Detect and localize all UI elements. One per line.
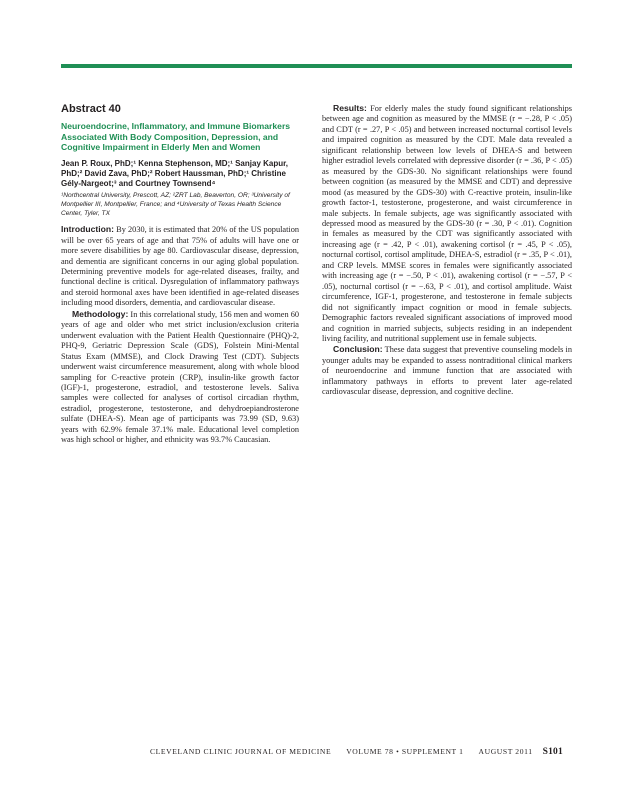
results-heading: Results:	[333, 103, 367, 113]
footer-date: AUGUST 2011	[478, 747, 533, 756]
results-paragraph	[322, 103, 572, 344]
methodology-paragraph	[61, 309, 299, 446]
conclusion-text: These data suggest that preventive counseling models in younger adults may be expanded to assess nontraditional clinical markers of neuroendocrine and immune function that are associated with inflammatory pathways in efforts to prevent later age-related cardiovascular disease, depression, and cognitive decline.	[322, 345, 572, 397]
conclusion-paragraph	[322, 344, 572, 397]
affiliations: ¹Northcentral University, Prescott, AZ; ²ZRT Lab, Beaverton, OR; ³University of Montpellier III, Montpellier, France; and ⁴University of Texas Health Science Center, Tyler, TX	[61, 192, 290, 217]
introduction-heading: Introduction:	[61, 224, 114, 235]
left-column	[61, 103, 299, 446]
header-rule	[61, 64, 572, 68]
article-title: Neuroendocrine, Inflammatory, and Immune Biomarkers Associated With Body Composition, Depression, and Cognitive Impairment in Elderly Men and Women	[61, 121, 291, 153]
conclusion-heading: Conclusion:	[333, 344, 383, 355]
right-column	[322, 103, 572, 398]
introduction-text: By 2030, it is estimated that 20% of the US population will be over 65 years of age and that 75% of adults will have one or more severe disabilities by age 80. Cardiovascular disease, depression, and dementia are significant concerns in our aging global population. Determining preventive models for age-related diseases, frailty, and functional decline is critical. Dysregulation of inflammatory pathways and steroid hormonal axes have been identified in age-related diseases including mood disorders, dementia, and cardiovascular disease.	[61, 225, 299, 308]
abstract-label: Abstract 40	[61, 103, 121, 115]
page-footer	[150, 747, 572, 759]
methodology-heading: Methodology:	[72, 308, 129, 319]
methodology-text: In this correlational study, 156 men and women 60 years of age and older who met strict inclusion/exclusion criteria underwent evaluation with the Patient Health Questionnaire (PHQ)-2, PHQ-9, Geriatric Depression Scale (GDS), Folstein Mini-Mental Status Exam (MMSE), and Clock Drawing Test (CDT). Subjects underwent waist circumference measurement, along with whole blood sampling for C-reactive protein (CRP), insulin-like growth factor (IGF)-1, progesterone, estradiol, and testosterone levels. Saliva samples were collected for analyses of cortisol circadian rhythm, estradiol, progesterone, testosterone, and dehydroepiandrosterone sulfate (DHEA-S). Mean age of participants was 73.99 (SD, 9.63) years with 62.9% female 37.1% male. Educational level completion was high school or higher, and ethnicity was 93.7% Caucasian.	[61, 309, 299, 445]
results-text: For elderly males the study found significant relationships between age and cognition as measured by the MMSE (r = −.28, P < .05) and CDT (r = .27, P < .05) and between increased nocturnal cortisol levels and impaired cognition as measured by the CDT. Male data revealed a significant relationship between low levels of DHEA-S and between higher estradiol levels correlated with depressive disorder (r = .36, P < .05) as measured by the GDS-30. No significant relationships were found between cognition (as measured by the MMSE and CDT) and depressive mood (as measured by the GDS-30) with C-reactive protein, insulin-like growth factor-1, testosterone, progesterone, and waist circumference in male subjects. In female subjects, age was significantly associated with depressed mood as measured by the GDS-30 (r = .30, P < .01). Cognition in females as measured by the CDT was significantly associated with increasing age (r = .42, P < .01), awakening cortisol (r = .45, P < .05), nocturnal cortisol, cortisol amplitude, DHEA-S, estradiol (r = .35, P < .01), and CRP levels. MMSE scores in females were significantly associated with increasing age (r = −.50, P < .01), awakening cortisol (r = −.57, P < .05), nocturnal cortisol (r = −.63, P < .01), and cortisol amplitude. Waist circumference, IGF-1, progesterone, and testosterone in female subjects did not significantly impact cognition or mood in female subjects. Demographic factors revealed significant associations of improved mood and cognition in married subjects, subjects residing in an independent living facility, and nutritional supplement use in female subjects.	[322, 104, 572, 343]
footer-journal: CLEVELAND CLINIC JOURNAL OF MEDICINE	[150, 747, 332, 756]
author-list: Jean P. Roux, PhD;¹ Kenna Stephenson, MD;¹ Sanjay Kapur, PhD;² David Zava, PhD;² Robert Haussman, PhD;¹ Christine Gély-Nargeot;³ and Courtney Townsend⁴	[61, 158, 289, 189]
page-number: S101	[542, 747, 563, 757]
introduction-paragraph	[61, 224, 299, 309]
footer-volume: VOLUME 78 • SUPPLEMENT 1	[346, 747, 464, 756]
